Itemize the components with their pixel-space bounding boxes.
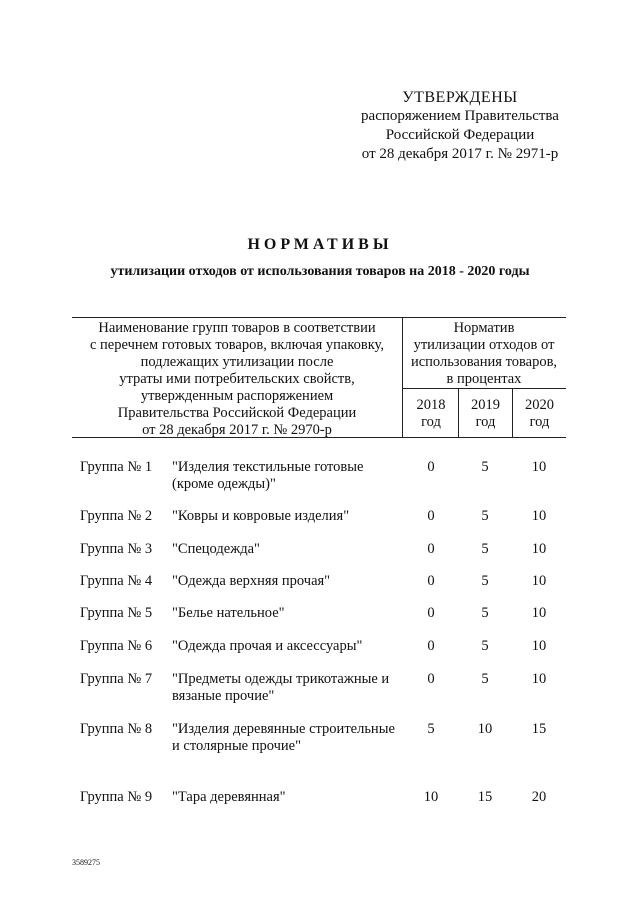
approval-line-2: Российской Федерации [385, 127, 535, 143]
table-top-rule [72, 317, 566, 318]
approval-block [340, 88, 580, 164]
header-divider-main [402, 317, 403, 437]
document-title: НОРМАТИВЫ [247, 236, 393, 253]
group-name-header: Наименование групп товаров в соответствии с перечнем готовых товаров, включая упаковку, подлежащих утилизации после утраты ими потребительских свойств, утвержденным распоряжением Правительства Российской Федерации от 28 декабря 2017 г. № 2970-р [89, 320, 384, 438]
document-subtitle: утилизации отходов от использования товаров на 2018 - 2020 годы [110, 264, 530, 279]
approval-heading: УТВЕРЖДЕНЫ [402, 89, 518, 106]
document-code: 3589275 [72, 858, 100, 867]
year-header-2019: 2019 год [471, 397, 500, 430]
approval-line-3: от 28 декабря 2017 г. № 2971-р [361, 146, 559, 162]
year-header-2018: 2018 год [416, 397, 446, 430]
years-top-rule [402, 388, 566, 389]
year-header-2020: 2020 год [525, 397, 554, 430]
norm-header: Норматив утилизации отходов от использования товаров, в процентах [410, 320, 558, 387]
approval-line-1: распоряжением Правительства [361, 108, 559, 124]
